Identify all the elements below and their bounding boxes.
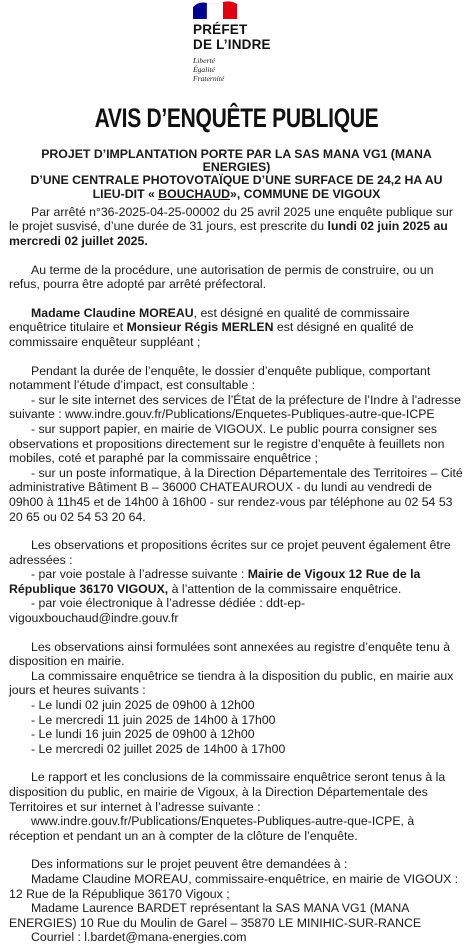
subtitle-lieu-dit: LIEU-DIT « bbox=[92, 186, 159, 201]
project-subtitle bbox=[9, 148, 464, 201]
french-flag-icon bbox=[193, 1, 237, 19]
motto-fraternite: Fraternité bbox=[193, 74, 225, 83]
subtitle-line-2: D’UNE CENTRALE PHOTOVOTAÏQUE D’UNE SURFACE DE 24,2 HA AU bbox=[30, 173, 443, 188]
logo-prefet: PRÉFET bbox=[193, 22, 248, 37]
consultation-internet: - sur le site internet des services de l’État de la préfecture de l’Indre à l’adresse suivante : www.indre.gouv.fr/Publications/Enquetes-Publiques-autre-que-ICPE bbox=[9, 392, 461, 422]
postale-attention: à l’attention de la commissaire enquêtrice. bbox=[168, 581, 402, 596]
page-title: AVIS D’ENQUÊTE PUBLIQUE bbox=[94, 103, 379, 133]
permanence-date: - Le lundi 16 juin 2025 de 09h00 à 12h00 bbox=[31, 727, 255, 742]
rapport-url: www.indre.gouv.fr/Publications/Enquetes-Publiques-autre-que-ICPE, à réception et pendant un an à compter de la clôture de l’enquête. bbox=[9, 814, 415, 843]
contact-bardet: Madame Laurence BARDET représentant la SAS MANA VG1 (MANA ENERGIES) 10 Rue du Moulin de Garel – 35870 LE MINIHIC-SUR-RANCE bbox=[9, 901, 422, 930]
commissaire-titulaire: Madame Claudine MOREAU bbox=[31, 305, 194, 320]
paragraph-observations-intro: Les observations et propositions écrites sur ce projet peuvent également être adressées : bbox=[9, 538, 451, 567]
permanence-date: - Le mercredi 02 juillet 2025 de 14h00 à 17h00 bbox=[31, 741, 286, 756]
subtitle-commune: », COMMUNE DE VIGOUX bbox=[230, 186, 381, 201]
paragraph-rapport: Le rapport et les conclusions de la commissaire enquêtrice seront tenus à la disposition du public, en mairie de Vigoux, à la Direction Départementale des Territoires et sur internet à l’adresse suivante : bbox=[9, 770, 446, 814]
paragraph-consultation-intro: Pendant la durée de l’enquête, le dossier d’enquête publique, comportant notamment l’étude d’impact, est consultable : bbox=[9, 363, 431, 393]
paragraph-informations: Des informations sur le projet peuvent être demandées à : bbox=[31, 857, 348, 872]
motto-egalite: Égalité bbox=[193, 65, 215, 74]
consultation-poste: - sur un poste informatique, à la Direction Départementale des Territoires – Cité administrative Bâtiment B – 36000 CHATEAUROUX - du lundi au vendredi de 09h00 à 11h45 et de 14h00 à 16h00 - sur rendez-vous par téléphone au 02 54 53 20 65 ou 02 54 53 20 64. bbox=[9, 465, 463, 524]
paragraph-commissaires bbox=[9, 306, 464, 350]
postale-text: - par voie postale à l’adresse suivante : bbox=[31, 567, 248, 582]
contact-email: Courriel : l.bardet@mana-energies.com bbox=[31, 930, 247, 945]
motto-liberte: Liberté bbox=[193, 56, 215, 65]
permanence-date: - Le lundi 02 juin 2025 de 09h00 à 12h00 bbox=[31, 698, 255, 713]
arrete-text: Par arrêté n°36-2025-04-25-00002 du 25 avril 2025 une enquête publique sur le projet susvisé, d’une durée de 31 jours, est prescrite du bbox=[9, 204, 453, 234]
subtitle-bouchaud: BOUCHAUD bbox=[158, 186, 230, 201]
contact-commissaire: Madame Claudine MOREAU, commissaire-enquêtrice, en mairie de VIGOUX : 12 Rue de la République 36170 Vigoux ; bbox=[9, 871, 459, 901]
subtitle-line-1: PROJET D’IMPLANTATION PORTE PAR LA SAS MANA VG1 (MANA ENERGIES) bbox=[41, 147, 432, 175]
paragraph-registre: Les observations ainsi formulées sont annexées au registre d’enquête tenu à disposition en mairie. bbox=[9, 639, 451, 669]
commissaire-text-b: est désigné en qualité de commissaire enquêteur suppléant ; bbox=[9, 320, 414, 349]
logo-indre: DE L’INDRE bbox=[193, 37, 271, 52]
commissaire-text-a: , est désigné en qualité de commissaire enquêtrice titulaire et bbox=[9, 305, 410, 335]
mairie-address: Mairie de Vigoux 12 Rue de la République 36170 VIGOUX, bbox=[9, 567, 421, 596]
subtitle-line-3 bbox=[9, 188, 464, 201]
observations-postale bbox=[9, 567, 464, 596]
arrete-dates: lundi 02 juin 2025 au mercredi 02 juillet 2025. bbox=[9, 219, 448, 248]
paragraph-permanences: La commissaire enquêtrice se tiendra à la disposition du public, en mairie aux jours et heures suivants : bbox=[9, 668, 454, 698]
paragraph-procedure: Au terme de la procédure, une autorisation de permis de construire, ou un refus, pourra être adopté par arrêté préfectoral. bbox=[9, 262, 434, 292]
paragraph-arrete bbox=[9, 205, 464, 249]
permanence-date: - Le mercredi 11 juin 2025 de 14h00 à 17h00 bbox=[31, 712, 276, 727]
notice-body bbox=[9, 148, 464, 945]
consultation-papier: - sur support papier, en mairie de VIGOUX. Le public pourra consigner ses observations et propositions directement sur le registre d’enquête à feuillets non mobiles, coté et paraphé par la commissaire enquêtrice ; bbox=[9, 421, 445, 466]
prefecture-logo bbox=[188, 0, 288, 92]
observations-electronique: - par voie électronique à l’adresse dédiée : ddt-ep-vigouxbouchaud@indre.gouv.fr bbox=[9, 596, 306, 626]
commissaire-suppleant: Monsieur Régis MERLEN bbox=[126, 320, 274, 335]
